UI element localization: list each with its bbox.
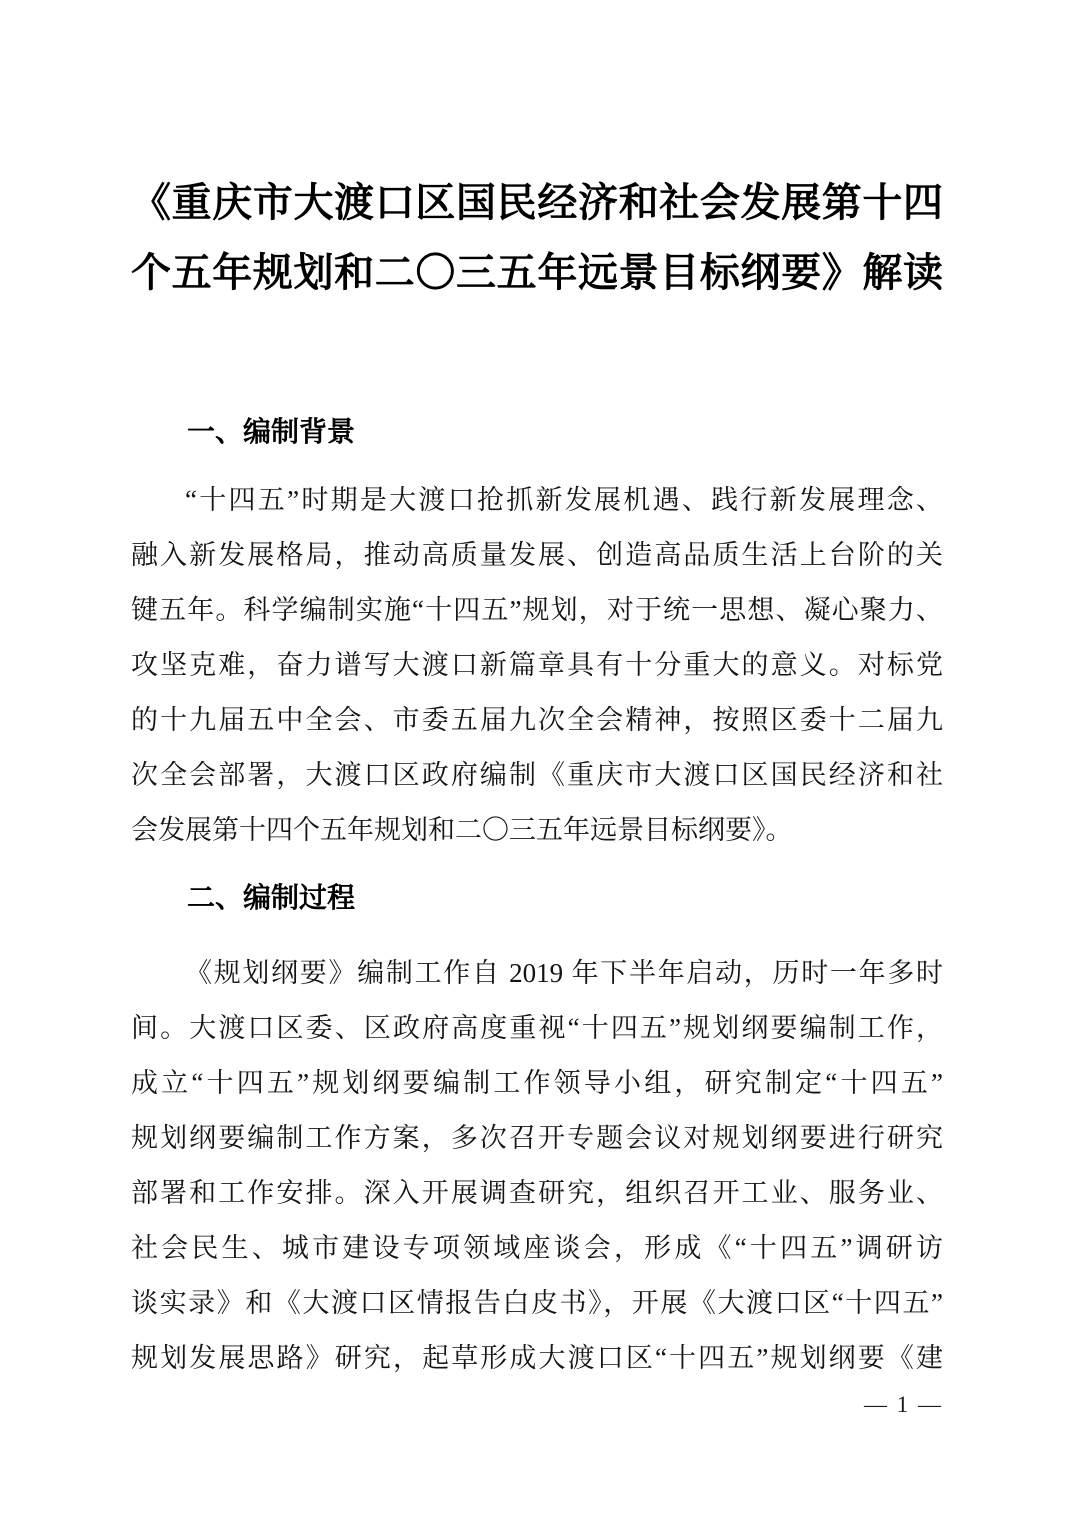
- body-line: 键五年。科学编制实施“十四五”规划，对于统一思想、凝心聚力、: [131, 595, 943, 625]
- body-line: 的十九届五中全会、市委五届九次全会精神，按照区委十二届九: [131, 705, 943, 735]
- body-line: 谈实录》和《大渡口区情报告白皮书》，开展《大渡口区“十四五”: [131, 1288, 943, 1318]
- body-line: 次全会部署，大渡口区政府编制《重庆市大渡口区国民经济和社: [131, 760, 943, 790]
- body-line: 规划纲要编制工作方案，多次召开专题会议对规划纲要进行研究: [131, 1123, 943, 1153]
- page-number: — 1 —: [864, 1392, 943, 1417]
- doc-title-line-1: 《重庆市大渡口区国民经济和社会发展第十四: [131, 180, 943, 225]
- paragraph-2: [131, 946, 943, 1386]
- doc-title: [131, 168, 943, 308]
- body-line: 攻坚克难，奋力谱写大渡口新篇章具有十分重大的意义。对标党: [131, 650, 943, 680]
- page-content: [131, 0, 943, 1386]
- body-line: 成立“十四五”规划纲要编制工作领导小组，研究制定“十四五”: [131, 1068, 943, 1098]
- body-line: “十四五”时期是大渡口抢抓新发展机遇、践行新发展理念、: [185, 485, 943, 515]
- section-heading-2: 二、编制过程: [187, 882, 356, 913]
- body-line: 《规划纲要》编制工作自 2019 年下半年启动，历时一年多时: [185, 958, 943, 988]
- body-line: 社会民生、城市建设专项领域座谈会，形成《“十四五”调研访: [131, 1233, 943, 1263]
- doc-title-line-2: 个五年规划和二〇三五年远景目标纲要》解读: [131, 250, 943, 295]
- body-line: 间。大渡口区委、区政府高度重视“十四五”规划纲要编制工作，: [131, 1013, 943, 1043]
- body-line: 部署和工作安排。深入开展调查研究，组织召开工业、服务业、: [131, 1178, 943, 1208]
- body-line: 规划发展思路》研究，起草形成大渡口区“十四五”规划纲要《建: [131, 1343, 943, 1373]
- paragraph-1: [131, 473, 943, 858]
- section-heading-1: 一、编制背景: [187, 416, 356, 447]
- body-line: 融入新发展格局，推动高质量发展、创造高品质生活上台阶的关: [131, 540, 943, 570]
- body-line: 会发展第十四个五年规划和二〇三五年远景目标纲要》。: [131, 815, 793, 845]
